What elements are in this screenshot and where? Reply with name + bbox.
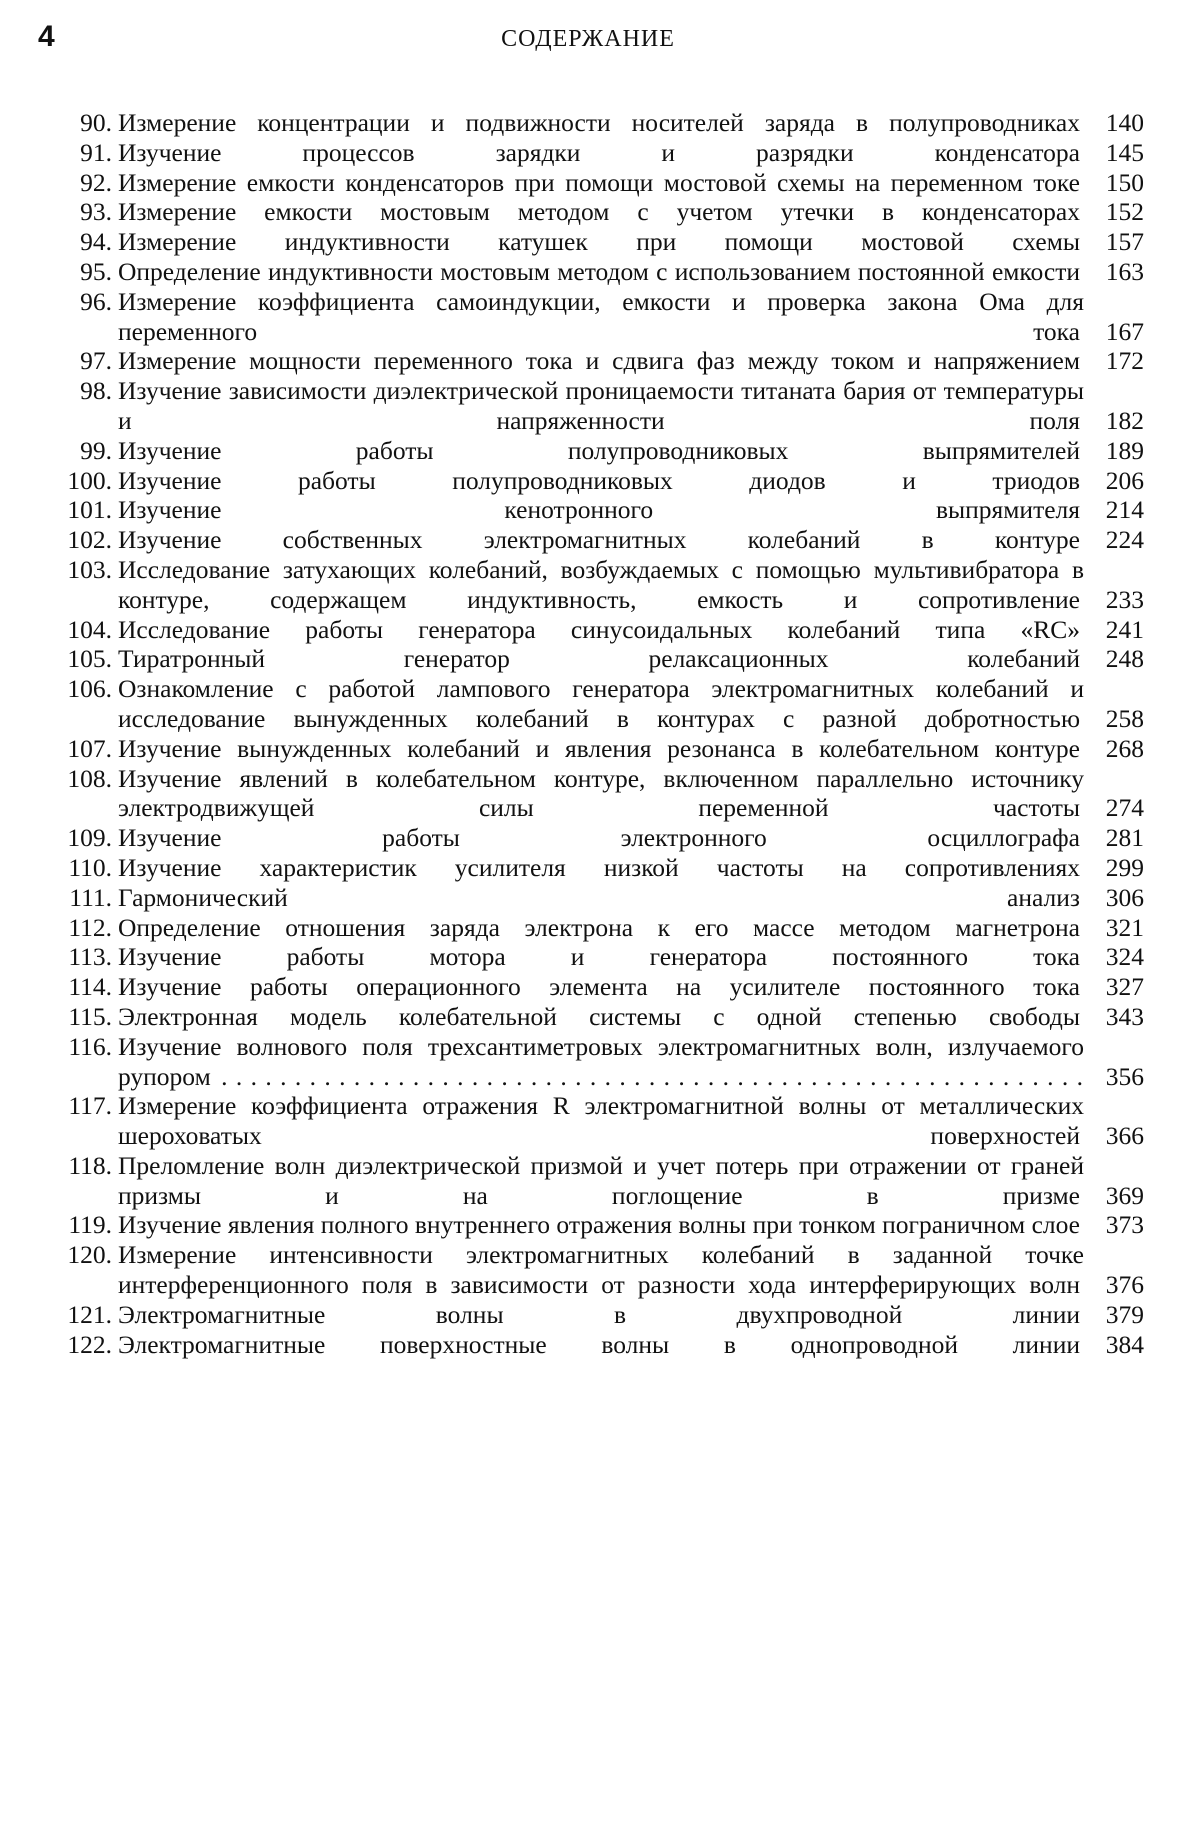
toc-entry-page: 379 [1105, 1299, 1144, 1329]
toc-entry-page: 258 [1105, 703, 1144, 733]
toc-entry-page: 152 [1105, 197, 1144, 227]
toc-entry-title: Преломление волн диэлектрической призмой и учет потерь при отражении от граней призмы и на поглощение в призме [118, 1150, 1084, 1210]
toc-entry [38, 286, 1144, 347]
toc-entry [38, 137, 1144, 168]
toc-entry-number: 92. [80, 167, 112, 197]
toc-entry-page: 157 [1105, 227, 1144, 257]
toc-entry-text [118, 644, 1084, 674]
toc-entry-title: Тиратронный генератор релаксационных колебаний [118, 644, 1084, 673]
toc-entry-text [118, 972, 1084, 1002]
toc-entry-number: 115. [68, 1001, 112, 1031]
toc-entry [38, 256, 1144, 287]
toc-entry [38, 495, 1144, 525]
toc-entry-number: 119. [68, 1210, 112, 1240]
toc-entry-number: 101. [67, 495, 112, 525]
toc-entry-page: 376 [1105, 1270, 1144, 1300]
toc-entry-text [118, 108, 1084, 138]
toc-entry-text [118, 1300, 1084, 1330]
toc-entry-text [118, 1210, 1084, 1240]
toc-entry-number: 110. [68, 852, 112, 882]
toc-entry-title: Изучение вынужденных колебаний и явления резонанса в колебательном контуре [118, 734, 1084, 763]
toc-entry-number: 104. [67, 614, 112, 644]
toc-entry-title: Измерение интенсивности электромагнитных колебаний в заданной точке интерференционного поля в зависимости от разности хода интерферирующих волн [118, 1240, 1084, 1300]
toc-entry-number: 90. [80, 108, 112, 137]
toc-entry-number: 93. [80, 197, 112, 227]
toc-entry-number: 122. [67, 1329, 112, 1359]
toc-entry-page: 182 [1105, 405, 1144, 435]
toc-entry-text [118, 227, 1084, 257]
toc-entry-title: Изучение зависимости диэлектрической проницаемости титаната бария от температуры и напряженности поля [118, 376, 1084, 435]
toc-entry-text [118, 913, 1084, 943]
toc-entry [38, 614, 1144, 645]
toc-entry-page: 268 [1105, 733, 1144, 763]
toc-entry-title: Изучение кенотронного выпрямителя [118, 495, 1084, 524]
running-title: СОДЕРЖАНИЕ [501, 26, 675, 52]
toc-entry-page: 321 [1105, 912, 1144, 942]
toc-entry-page: 145 [1105, 137, 1144, 167]
toc-entry-page: 373 [1105, 1210, 1144, 1240]
toc-entry-number: 109. [67, 823, 112, 853]
toc-entry [38, 644, 1144, 674]
toc-entry-text [118, 495, 1084, 525]
toc-entry-title: Изучение волнового поля трехсантиметровых электромагнитных волн, излучаемого рупором [118, 1031, 1084, 1091]
toc-entry-text [118, 466, 1084, 496]
toc-entry-title: Определение индуктивности мостовым методом с использованием постоянной емкости [118, 257, 1084, 286]
toc-entry-number: 91. [80, 137, 112, 167]
toc-entry-title: Электромагнитные поверхностные волны в однопроводной линии [118, 1330, 1084, 1359]
toc-entry [38, 1091, 1144, 1151]
toc-entry-number: 114. [68, 972, 112, 1002]
toc-entry-number: 120. [67, 1240, 112, 1270]
toc-entry [38, 942, 1144, 972]
toc-entry-text [118, 674, 1084, 734]
toc-entry-text [118, 1330, 1084, 1360]
toc-entry [38, 554, 1144, 615]
toc-entry-page: 299 [1105, 852, 1144, 882]
toc-entry-text [118, 853, 1084, 883]
toc-entry-page: 167 [1105, 316, 1144, 346]
toc-entry-title: Ознакомление с работой лампового генератора электромагнитных колебаний и исследование вынужденных колебаний в контурах с разной добротностью [118, 674, 1084, 733]
page-number: 4 [38, 20, 55, 53]
toc-entry [38, 882, 1144, 913]
toc-entry-title: Изучение работы полупроводниковых диодов и триодов [118, 466, 1084, 495]
toc-entry-page: 150 [1105, 167, 1144, 197]
table-of-contents [38, 108, 1144, 1359]
toc-entry-number: 113. [68, 942, 112, 972]
toc-entry-page: 327 [1105, 972, 1144, 1002]
toc-entry-title: Измерение индуктивности катушек при помощи мостовой схемы [118, 227, 1084, 256]
toc-entry-number: 118. [68, 1150, 112, 1180]
toc-entry-page: 306 [1105, 882, 1144, 912]
toc-entry-page: 214 [1105, 495, 1144, 525]
toc-entry-page: 274 [1105, 793, 1144, 823]
toc-entry-title: Изучение характеристик усилителя низкой частоты на сопротивлениях [118, 853, 1084, 882]
toc-entry-page: 233 [1105, 584, 1144, 614]
toc-entry-title: Изучение процессов зарядки и разрядки конденсатора [118, 138, 1084, 167]
toc-entry-page: 366 [1105, 1121, 1144, 1151]
toc-entry-text [118, 1151, 1084, 1211]
toc-entry-page: 241 [1105, 614, 1144, 644]
toc-entry-page: 324 [1105, 942, 1144, 972]
toc-entry-page: 369 [1105, 1180, 1144, 1210]
toc-entry-text [118, 734, 1084, 764]
toc-entry-title: Гармонический анализ [118, 883, 1084, 912]
toc-entry-title: Электромагнитные волны в двухпроводной линии [118, 1300, 1084, 1329]
toc-entry-number: 106. [67, 674, 112, 704]
toc-entry-number: 105. [67, 644, 112, 674]
toc-entry-page: 189 [1105, 435, 1144, 465]
toc-entry-title: Изучение работы мотора и генератора постоянного тока [118, 942, 1084, 971]
toc-entry-text [118, 525, 1084, 555]
toc-entry-number: 100. [67, 465, 112, 495]
toc-entry-text [118, 1002, 1084, 1032]
toc-entry-page: 140 [1105, 108, 1144, 137]
toc-entry-title: Измерение коэффициента отражения R электромагнитной волны от металлических шероховатых поверхностей [118, 1091, 1084, 1151]
toc-entry-number: 95. [80, 256, 112, 286]
toc-entry [38, 972, 1144, 1002]
toc-entry [38, 197, 1144, 227]
toc-entry [38, 823, 1144, 853]
toc-entry-text [118, 883, 1084, 913]
toc-entry-number: 102. [67, 525, 112, 555]
toc-entry-number: 121. [67, 1299, 112, 1329]
toc-entry-number: 111. [69, 882, 112, 912]
toc-entry-page: 206 [1105, 465, 1144, 495]
toc-entry-title: Изучение явлений в колебательном контуре, включенном параллельно источнику электродвижущей силы переменной частоты [118, 763, 1084, 823]
toc-entry-title: Изучение явления полного внутреннего отражения волны при тонком пограничном слое [118, 1210, 1084, 1239]
toc-entry-page: 281 [1105, 823, 1144, 853]
toc-entry-number: 96. [80, 286, 112, 316]
toc-entry-title: Измерение мощности переменного тока и сдвига фаз между током и напряжением [118, 346, 1084, 375]
toc-entry-number: 116. [68, 1031, 112, 1061]
toc-entry-number: 103. [67, 554, 112, 584]
toc-entry-title: Изучение работы электронного осциллографа [118, 823, 1084, 852]
toc-entry [38, 1001, 1144, 1032]
toc-entry-text [118, 168, 1084, 198]
toc-entry [38, 1240, 1144, 1300]
toc-entry-text [118, 138, 1084, 168]
toc-entry-number: 117. [68, 1091, 112, 1121]
toc-entry [38, 227, 1144, 257]
toc-entry [38, 1150, 1144, 1211]
toc-entry-number: 97. [80, 346, 112, 376]
toc-entry-title: Измерение коэффициента самоиндукции, емкости и проверка закона Ома для переменного тока [118, 286, 1084, 346]
toc-entry-text [118, 346, 1084, 376]
toc-entry [38, 525, 1144, 555]
toc-entry [38, 763, 1144, 824]
toc-entry-text [118, 555, 1084, 615]
toc-entry-text [118, 197, 1084, 227]
toc-entry-title: Изучение работы операционного элемента на усилителе постоянного тока [118, 972, 1084, 1001]
toc-entry-number: 112. [68, 912, 112, 942]
toc-entry-text [118, 376, 1084, 436]
toc-entry [38, 346, 1144, 376]
toc-entry [38, 733, 1144, 764]
toc-entry-text [118, 257, 1084, 287]
toc-entry-number: 94. [80, 227, 112, 257]
toc-entry [38, 376, 1144, 436]
toc-entry-text [118, 1032, 1084, 1092]
toc-entry [38, 1031, 1144, 1092]
toc-entry-page: 384 [1105, 1329, 1144, 1359]
toc-entry [38, 852, 1144, 883]
toc-entry [38, 1210, 1144, 1240]
toc-entry-page: 343 [1105, 1001, 1144, 1031]
toc-entry [38, 1299, 1144, 1330]
toc-entry-title: Изучение работы полупроводниковых выпрямителей [118, 436, 1084, 465]
toc-entry-title: Определение отношения заряда электрона к его массе методом магнетрона [118, 913, 1084, 942]
toc-entry [38, 108, 1144, 138]
toc-entry-title: Изучение собственных электромагнитных колебаний в контуре [118, 525, 1084, 554]
toc-entry [38, 435, 1144, 466]
toc-entry-text [118, 764, 1084, 824]
toc-entry-title: Электронная модель колебательной системы с одной степенью свободы [118, 1002, 1084, 1031]
toc-entry-page: 163 [1105, 256, 1144, 286]
toc-entry-number: 99. [80, 435, 112, 465]
toc-entry [38, 912, 1144, 943]
book-page [38, 16, 1144, 1359]
toc-entry-number: 108. [67, 763, 112, 793]
toc-entry-page: 172 [1105, 346, 1144, 376]
toc-entry-text [118, 436, 1084, 466]
toc-entry-page: 224 [1105, 525, 1144, 555]
toc-entry-number: 98. [80, 376, 112, 406]
toc-entry-text [118, 1240, 1084, 1300]
toc-entry-title: Исследование затухающих колебаний, возбуждаемых с помощью мультивибратора в контуре, содержащем индуктивность, емкость и сопротивление [118, 554, 1084, 614]
toc-entry [38, 674, 1144, 734]
toc-entry-text [118, 287, 1084, 347]
toc-entry-text [118, 1091, 1084, 1151]
toc-entry-title: Измерение концентрации и подвижности носителей заряда в полупроводниках [118, 108, 1084, 137]
page-header [38, 16, 1138, 60]
toc-entry-title: Измерение емкости конденсаторов при помощи мостовой схемы на переменном токе [118, 168, 1084, 197]
toc-entry-number: 107. [67, 733, 112, 763]
toc-entry-page: 356 [1105, 1061, 1144, 1091]
toc-entry-text [118, 823, 1084, 853]
toc-entry [38, 1329, 1144, 1360]
toc-entry [38, 465, 1144, 496]
toc-entry-text [118, 615, 1084, 645]
toc-entry-page: 248 [1105, 644, 1144, 674]
toc-entry-text [118, 942, 1084, 972]
toc-entry-title: Измерение емкости мостовым методом с учетом утечки в конденсаторах [118, 197, 1084, 226]
toc-entry [38, 167, 1144, 198]
toc-entry-title: Исследование работы генератора синусоидальных колебаний типа «RC» [118, 615, 1084, 644]
